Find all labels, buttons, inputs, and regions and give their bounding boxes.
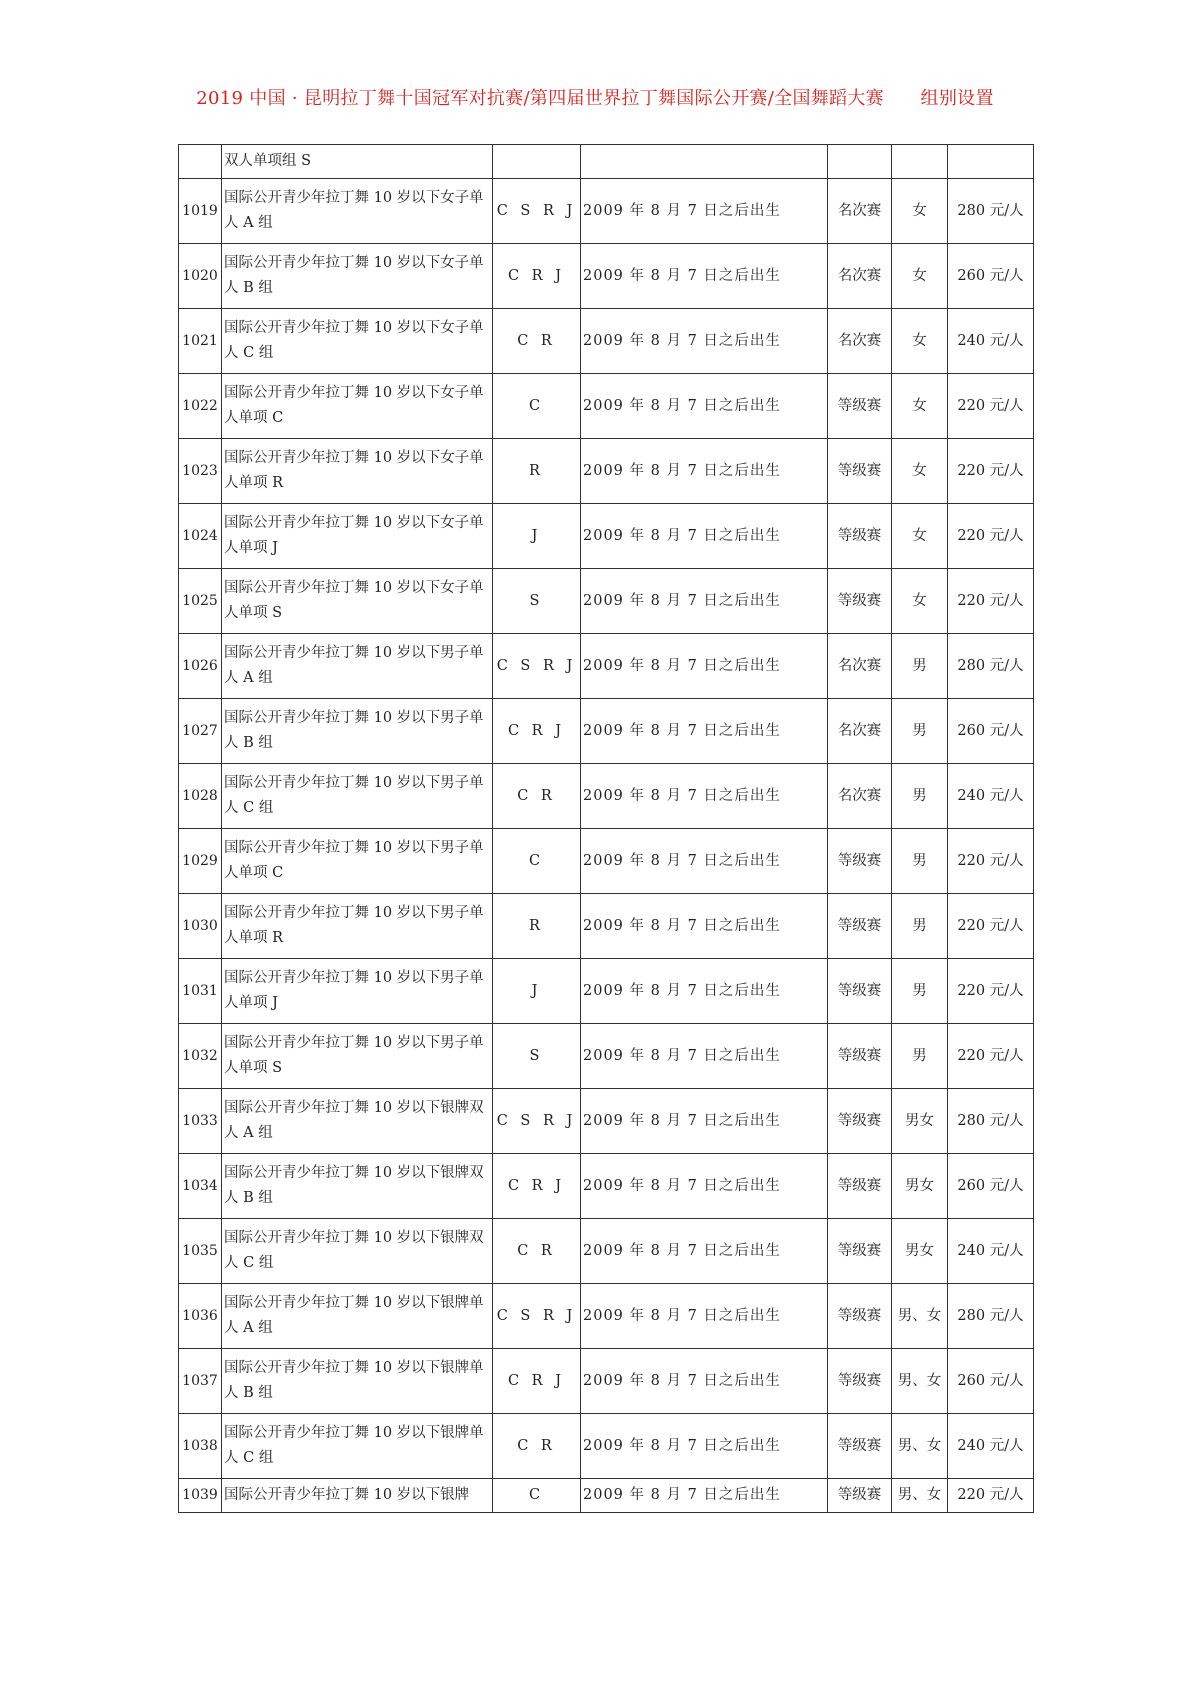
dance-cell: C [493,374,581,439]
age-requirement-cell: 2009 年 8 月 7 日之后出生 [581,569,828,634]
gender-cell: 女 [892,504,948,569]
table-body [179,145,1034,1513]
group-name-cell: 国际公开青少年拉丁舞 10 岁以下银牌单人 C 组 [222,1414,493,1479]
competition-type-cell: 等级赛 [828,829,892,894]
group-name-cell: 国际公开青少年拉丁舞 10 岁以下女子单人 B 组 [222,244,493,309]
group-name-cell: 国际公开青少年拉丁舞 10 岁以下女子单人单项 R [222,439,493,504]
table-row [179,634,1034,699]
gender-cell: 女 [892,244,948,309]
table-row [179,1349,1034,1414]
competition-type-cell: 等级赛 [828,1219,892,1284]
group-number-cell: 1026 [179,634,222,699]
fee-cell: 220 元/人 [948,829,1034,894]
group-number-cell: 1024 [179,504,222,569]
gender-cell: 男、女 [892,1479,948,1513]
gender-cell: 男 [892,764,948,829]
gender-cell: 男 [892,829,948,894]
age-requirement-cell: 2009 年 8 月 7 日之后出生 [581,1284,828,1349]
group-name-cell: 国际公开青少年拉丁舞 10 岁以下女子单人 C 组 [222,309,493,374]
table-row [179,829,1034,894]
competition-type-cell: 等级赛 [828,1089,892,1154]
table-row [179,1219,1034,1284]
competition-type-cell: 名次赛 [828,309,892,374]
group-name-cell: 国际公开青少年拉丁舞 10 岁以下银牌 [222,1479,493,1513]
fee-cell: 260 元/人 [948,244,1034,309]
table-row [179,569,1034,634]
group-name-cell: 国际公开青少年拉丁舞 10 岁以下银牌单人 B 组 [222,1349,493,1414]
fee-cell: 220 元/人 [948,1024,1034,1089]
dance-cell: C [493,829,581,894]
gender-cell: 男 [892,1024,948,1089]
competition-type-cell [828,145,892,179]
age-requirement-cell: 2009 年 8 月 7 日之后出生 [581,309,828,374]
group-name-cell: 国际公开青少年拉丁舞 10 岁以下女子单人单项 C [222,374,493,439]
age-requirement-cell: 2009 年 8 月 7 日之后出生 [581,1479,828,1513]
competition-type-cell: 等级赛 [828,894,892,959]
table-row [179,894,1034,959]
fee-cell: 220 元/人 [948,894,1034,959]
fee-cell: 220 元/人 [948,959,1034,1024]
dance-cell: C R J [493,244,581,309]
group-number-cell: 1023 [179,439,222,504]
competition-type-cell: 等级赛 [828,1479,892,1513]
table-row [179,1479,1034,1513]
gender-cell: 女 [892,569,948,634]
competition-type-cell: 等级赛 [828,1024,892,1089]
fee-cell: 240 元/人 [948,1414,1034,1479]
age-requirement-cell: 2009 年 8 月 7 日之后出生 [581,439,828,504]
table-row [179,1414,1034,1479]
age-requirement-cell [581,145,828,179]
page-title: 2019 中国 · 昆明拉丁舞十国冠军对抗赛/第四届世界拉丁舞国际公开赛/全国舞蹈大赛 组别设置 [196,88,994,109]
dance-cell: R [493,894,581,959]
table-row [179,1024,1034,1089]
age-requirement-cell: 2009 年 8 月 7 日之后出生 [581,374,828,439]
group-name-cell: 国际公开青少年拉丁舞 10 岁以下男子单人单项 J [222,959,493,1024]
group-name-cell: 国际公开青少年拉丁舞 10 岁以下男子单人 A 组 [222,634,493,699]
group-number-cell: 1020 [179,244,222,309]
age-requirement-cell: 2009 年 8 月 7 日之后出生 [581,829,828,894]
group-number-cell: 1027 [179,699,222,764]
table-row [179,309,1034,374]
dance-cell: C S R J [493,1089,581,1154]
dance-cell: C S R J [493,179,581,244]
group-number-cell: 1031 [179,959,222,1024]
gender-cell: 男 [892,894,948,959]
competition-type-cell: 名次赛 [828,244,892,309]
table-row [179,959,1034,1024]
competition-type-cell: 等级赛 [828,504,892,569]
gender-cell: 男女 [892,1219,948,1284]
group-name-cell: 国际公开青少年拉丁舞 10 岁以下银牌双人 A 组 [222,1089,493,1154]
fee-cell: 220 元/人 [948,504,1034,569]
group-number-cell: 1029 [179,829,222,894]
competition-type-cell: 等级赛 [828,1284,892,1349]
group-name-cell: 国际公开青少年拉丁舞 10 岁以下银牌双人 B 组 [222,1154,493,1219]
age-requirement-cell: 2009 年 8 月 7 日之后出生 [581,764,828,829]
group-number-cell: 1033 [179,1089,222,1154]
dance-cell: C R [493,1414,581,1479]
group-name-cell: 国际公开青少年拉丁舞 10 岁以下银牌双人 C 组 [222,1219,493,1284]
group-name-cell: 国际公开青少年拉丁舞 10 岁以下男子单人 B 组 [222,699,493,764]
fee-cell [948,145,1034,179]
gender-cell [892,145,948,179]
age-requirement-cell: 2009 年 8 月 7 日之后出生 [581,634,828,699]
group-name-cell: 国际公开青少年拉丁舞 10 岁以下男子单人单项 S [222,1024,493,1089]
dance-cell: C R [493,309,581,374]
group-number-cell: 1021 [179,309,222,374]
competition-type-cell: 等级赛 [828,959,892,1024]
group-name-cell: 国际公开青少年拉丁舞 10 岁以下男子单人 C 组 [222,764,493,829]
gender-cell: 男 [892,634,948,699]
competition-type-cell: 等级赛 [828,1154,892,1219]
table-row [179,1284,1034,1349]
group-number-cell: 1037 [179,1349,222,1414]
gender-cell: 男女 [892,1089,948,1154]
age-requirement-cell: 2009 年 8 月 7 日之后出生 [581,699,828,764]
gender-cell: 男女 [892,1154,948,1219]
age-requirement-cell: 2009 年 8 月 7 日之后出生 [581,1024,828,1089]
competition-type-cell: 等级赛 [828,439,892,504]
fee-cell: 240 元/人 [948,764,1034,829]
competition-type-cell: 名次赛 [828,179,892,244]
table-row [179,1154,1034,1219]
group-number-cell: 1039 [179,1479,222,1513]
group-name-cell: 国际公开青少年拉丁舞 10 岁以下男子单人单项 C [222,829,493,894]
fee-cell: 240 元/人 [948,1219,1034,1284]
age-requirement-cell: 2009 年 8 月 7 日之后出生 [581,1219,828,1284]
dance-cell: C R J [493,699,581,764]
group-number-cell: 1032 [179,1024,222,1089]
age-requirement-cell: 2009 年 8 月 7 日之后出生 [581,1089,828,1154]
group-name-cell: 国际公开青少年拉丁舞 10 岁以下女子单人单项 J [222,504,493,569]
group-number-cell: 1034 [179,1154,222,1219]
gender-cell: 女 [892,439,948,504]
table-row [179,374,1034,439]
category-table [178,144,1034,1513]
gender-cell: 男、女 [892,1414,948,1479]
fee-cell: 260 元/人 [948,1349,1034,1414]
gender-cell: 男 [892,959,948,1024]
fee-cell: 280 元/人 [948,179,1034,244]
group-number-cell: 1028 [179,764,222,829]
group-number-cell: 1030 [179,894,222,959]
table-row [179,504,1034,569]
competition-type-cell: 名次赛 [828,764,892,829]
dance-cell: S [493,1024,581,1089]
table-row [179,179,1034,244]
fee-cell: 220 元/人 [948,1479,1034,1513]
group-name-cell: 国际公开青少年拉丁舞 10 岁以下女子单人单项 S [222,569,493,634]
dance-cell: C R [493,764,581,829]
group-name-cell: 国际公开青少年拉丁舞 10 岁以下女子单人 A 组 [222,179,493,244]
group-number-cell: 1025 [179,569,222,634]
dance-cell: R [493,439,581,504]
group-name-cell: 国际公开青少年拉丁舞 10 岁以下男子单人单项 R [222,894,493,959]
age-requirement-cell: 2009 年 8 月 7 日之后出生 [581,179,828,244]
group-number-cell: 1038 [179,1414,222,1479]
competition-type-cell: 名次赛 [828,699,892,764]
table-row [179,244,1034,309]
age-requirement-cell: 2009 年 8 月 7 日之后出生 [581,1414,828,1479]
fee-cell: 220 元/人 [948,374,1034,439]
group-number-cell: 1019 [179,179,222,244]
competition-type-cell: 等级赛 [828,569,892,634]
competition-type-cell: 等级赛 [828,1349,892,1414]
dance-cell: C R [493,1219,581,1284]
group-number-cell: 1035 [179,1219,222,1284]
gender-cell: 男、女 [892,1284,948,1349]
competition-type-cell: 名次赛 [828,634,892,699]
dance-cell: C [493,1479,581,1513]
table-row [179,699,1034,764]
group-number-cell: 1036 [179,1284,222,1349]
gender-cell: 男 [892,699,948,764]
fee-cell: 220 元/人 [948,569,1034,634]
age-requirement-cell: 2009 年 8 月 7 日之后出生 [581,504,828,569]
fee-cell: 240 元/人 [948,309,1034,374]
gender-cell: 男、女 [892,1349,948,1414]
dance-cell: S [493,569,581,634]
group-name-cell: 双人单项组 S [222,145,493,179]
table-row [179,439,1034,504]
gender-cell: 女 [892,309,948,374]
group-name-cell: 国际公开青少年拉丁舞 10 岁以下银牌单人 A 组 [222,1284,493,1349]
gender-cell: 女 [892,179,948,244]
dance-cell: C R J [493,1349,581,1414]
fee-cell: 260 元/人 [948,699,1034,764]
dance-cell: C S R J [493,1284,581,1349]
dance-cell [493,145,581,179]
age-requirement-cell: 2009 年 8 月 7 日之后出生 [581,894,828,959]
fee-cell: 280 元/人 [948,1284,1034,1349]
fee-cell: 220 元/人 [948,439,1034,504]
table-row [179,145,1034,179]
dance-cell: C S R J [493,634,581,699]
dance-cell: C R J [493,1154,581,1219]
table-row [179,764,1034,829]
age-requirement-cell: 2009 年 8 月 7 日之后出生 [581,1154,828,1219]
competition-type-cell: 等级赛 [828,1414,892,1479]
age-requirement-cell: 2009 年 8 月 7 日之后出生 [581,1349,828,1414]
age-requirement-cell: 2009 年 8 月 7 日之后出生 [581,244,828,309]
group-number-cell [179,145,222,179]
group-number-cell: 1022 [179,374,222,439]
fee-cell: 260 元/人 [948,1154,1034,1219]
dance-cell: J [493,959,581,1024]
fee-cell: 280 元/人 [948,634,1034,699]
fee-cell: 280 元/人 [948,1089,1034,1154]
dance-cell: J [493,504,581,569]
age-requirement-cell: 2009 年 8 月 7 日之后出生 [581,959,828,1024]
competition-type-cell: 等级赛 [828,374,892,439]
table-row [179,1089,1034,1154]
gender-cell: 女 [892,374,948,439]
